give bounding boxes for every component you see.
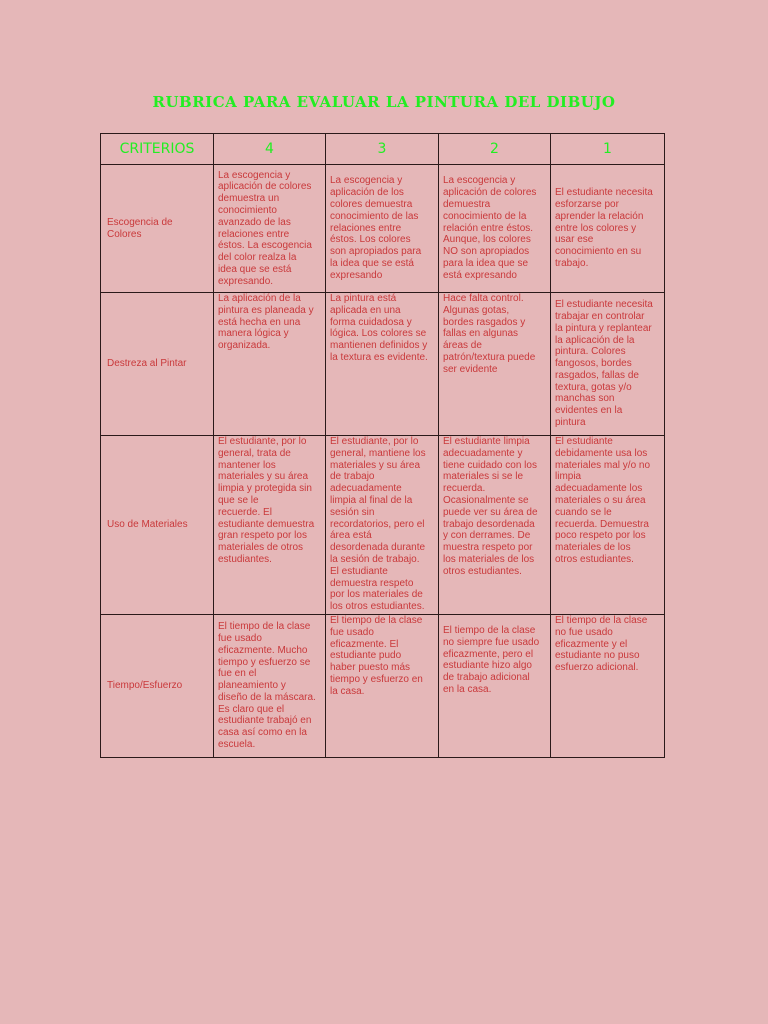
rubric-cell — [439, 165, 551, 293]
cell-text: El tiempo de la clase no fue usado eficazmente y el estudiante no puso esfuerzo adicional. — [555, 615, 648, 674]
rubric-cell — [551, 436, 665, 615]
rubric-cell — [439, 293, 551, 436]
rubric-cell — [326, 436, 439, 615]
header-criterios: CRITERIOS — [101, 134, 214, 165]
cell-text: El tiempo de la clase no siempre fue usado eficazmente, pero el estudiante hizo algo de trabajo adicional en la casa. — [443, 625, 540, 695]
cell-text: La escogencia y aplicación de los colores demuestra conocimiento de las relaciones entre éstos. Los colores son apropiados para la idea que se está expresando — [330, 175, 422, 281]
criterion-label: Destreza al Pintar — [107, 358, 187, 370]
cell-text: El estudiante limpia adecuadamente y tiene cuidado con los materiales si se le recuerda. Ocasionalmente se puede ver su área de trabajo desordenada y con derrames. De muestra respeto por los materiales de los otros estudiantes. — [443, 436, 538, 577]
rubric-cell — [551, 615, 665, 758]
rubric-cell — [214, 165, 326, 293]
cell-text: La pintura está aplicada en una forma cuidadosa y lógica. Los colores se mantienen definidos y la textura es evidente. — [330, 293, 428, 363]
cell-text: Hace falta control. Algunas gotas, bordes rasgados y fallas en algunas áreas de patrón/textura puede ser evidente — [443, 293, 536, 375]
table-row — [101, 293, 665, 436]
criterion-cell — [101, 615, 214, 758]
rubric-cell — [439, 436, 551, 615]
rubric-table — [100, 133, 665, 758]
rubric-cell — [439, 615, 551, 758]
criterion-cell — [101, 165, 214, 293]
criterion-label: Escogencia de Colores — [107, 216, 173, 240]
rubric-cell — [326, 615, 439, 758]
rubric-cell — [214, 293, 326, 436]
header-row — [101, 134, 665, 165]
rubric-cell — [326, 165, 439, 293]
rubric-cell — [551, 165, 665, 293]
rubric-cell — [326, 293, 439, 436]
table-row — [101, 615, 665, 758]
cell-text: El estudiante necesita trabajar en controlar la pintura y replantear la aplicación de la pintura. Colores fangosos, bordes rasgados, fallas de textura, gotas y/o manchas son evidentes en la pintura — [555, 299, 653, 429]
cell-text: El estudiante debidamente usa los materiales mal y/o no limpia adecuadamente los materiales o su área cuando se le recuerda. Demuestra poco respeto por los materiales de los otros estudiantes. — [555, 436, 651, 565]
header-score-4: 4 — [214, 134, 326, 165]
header-score-1: 1 — [551, 134, 665, 165]
rubric-cell — [551, 293, 665, 436]
header-score-2: 2 — [439, 134, 551, 165]
rubric-cell — [214, 436, 326, 615]
cell-text: La aplicación de la pintura es planeada y está hecha en una manera lógica y organizada. — [218, 293, 314, 352]
criterion-label: Uso de Materiales — [107, 519, 188, 531]
cell-text: El estudiante, por lo general, trata de mantener los materiales y su área limpia y protegida sin que se le recuerde. El estudiante demuestra gran respeto por los materiales de otros estudiantes. — [218, 436, 315, 565]
cell-text: La escogencia y aplicación de colores demuestra conocimiento de la relación entre éstos. Aunque, los colores NO son apropiados para la idea que se está expresando — [443, 175, 537, 281]
table-row — [101, 165, 665, 293]
cell-text: El tiempo de la clase fue usado eficazmente. El estudiante pudo haber puesto más tiempo y esfuerzo en la casa. — [330, 615, 423, 697]
criterion-cell — [101, 436, 214, 615]
document-title: RUBRICA PARA EVALUAR LA PINTURA DEL DIBUJO — [152, 93, 616, 111]
cell-text: El tiempo de la clase fue usado eficazmente. Mucho tiempo y esfuerzo se fue en el planeamiento y diseño de la máscara. Es claro que el estudiante trabajó en casa así como en la escuela. — [218, 621, 316, 751]
header-score-3: 3 — [326, 134, 439, 165]
criterion-label: Tiempo/Esfuerzo — [107, 680, 183, 692]
cell-text: El estudiante necesita esforzarse por aprender la relación entre los colores y usar ese conocimiento en su trabajo. — [555, 187, 653, 269]
cell-text: El estudiante, por lo general, mantiene los materiales y su área de trabajo adecuadamente limpia al final de la sesión sin recordatorios, pero el área está desordenada durante la sesión de trabajo. El estudiante demuestra respeto por los materiales de los otros estudiantes. — [330, 436, 426, 613]
rubric-cell — [214, 615, 326, 758]
criterion-cell — [101, 293, 214, 436]
cell-text: La escogencia y aplicación de colores demuestra un conocimiento avanzado de las relaciones entre éstos. La escogencia del color realza la idea que se está expresando. — [218, 169, 312, 287]
table-row — [101, 436, 665, 615]
